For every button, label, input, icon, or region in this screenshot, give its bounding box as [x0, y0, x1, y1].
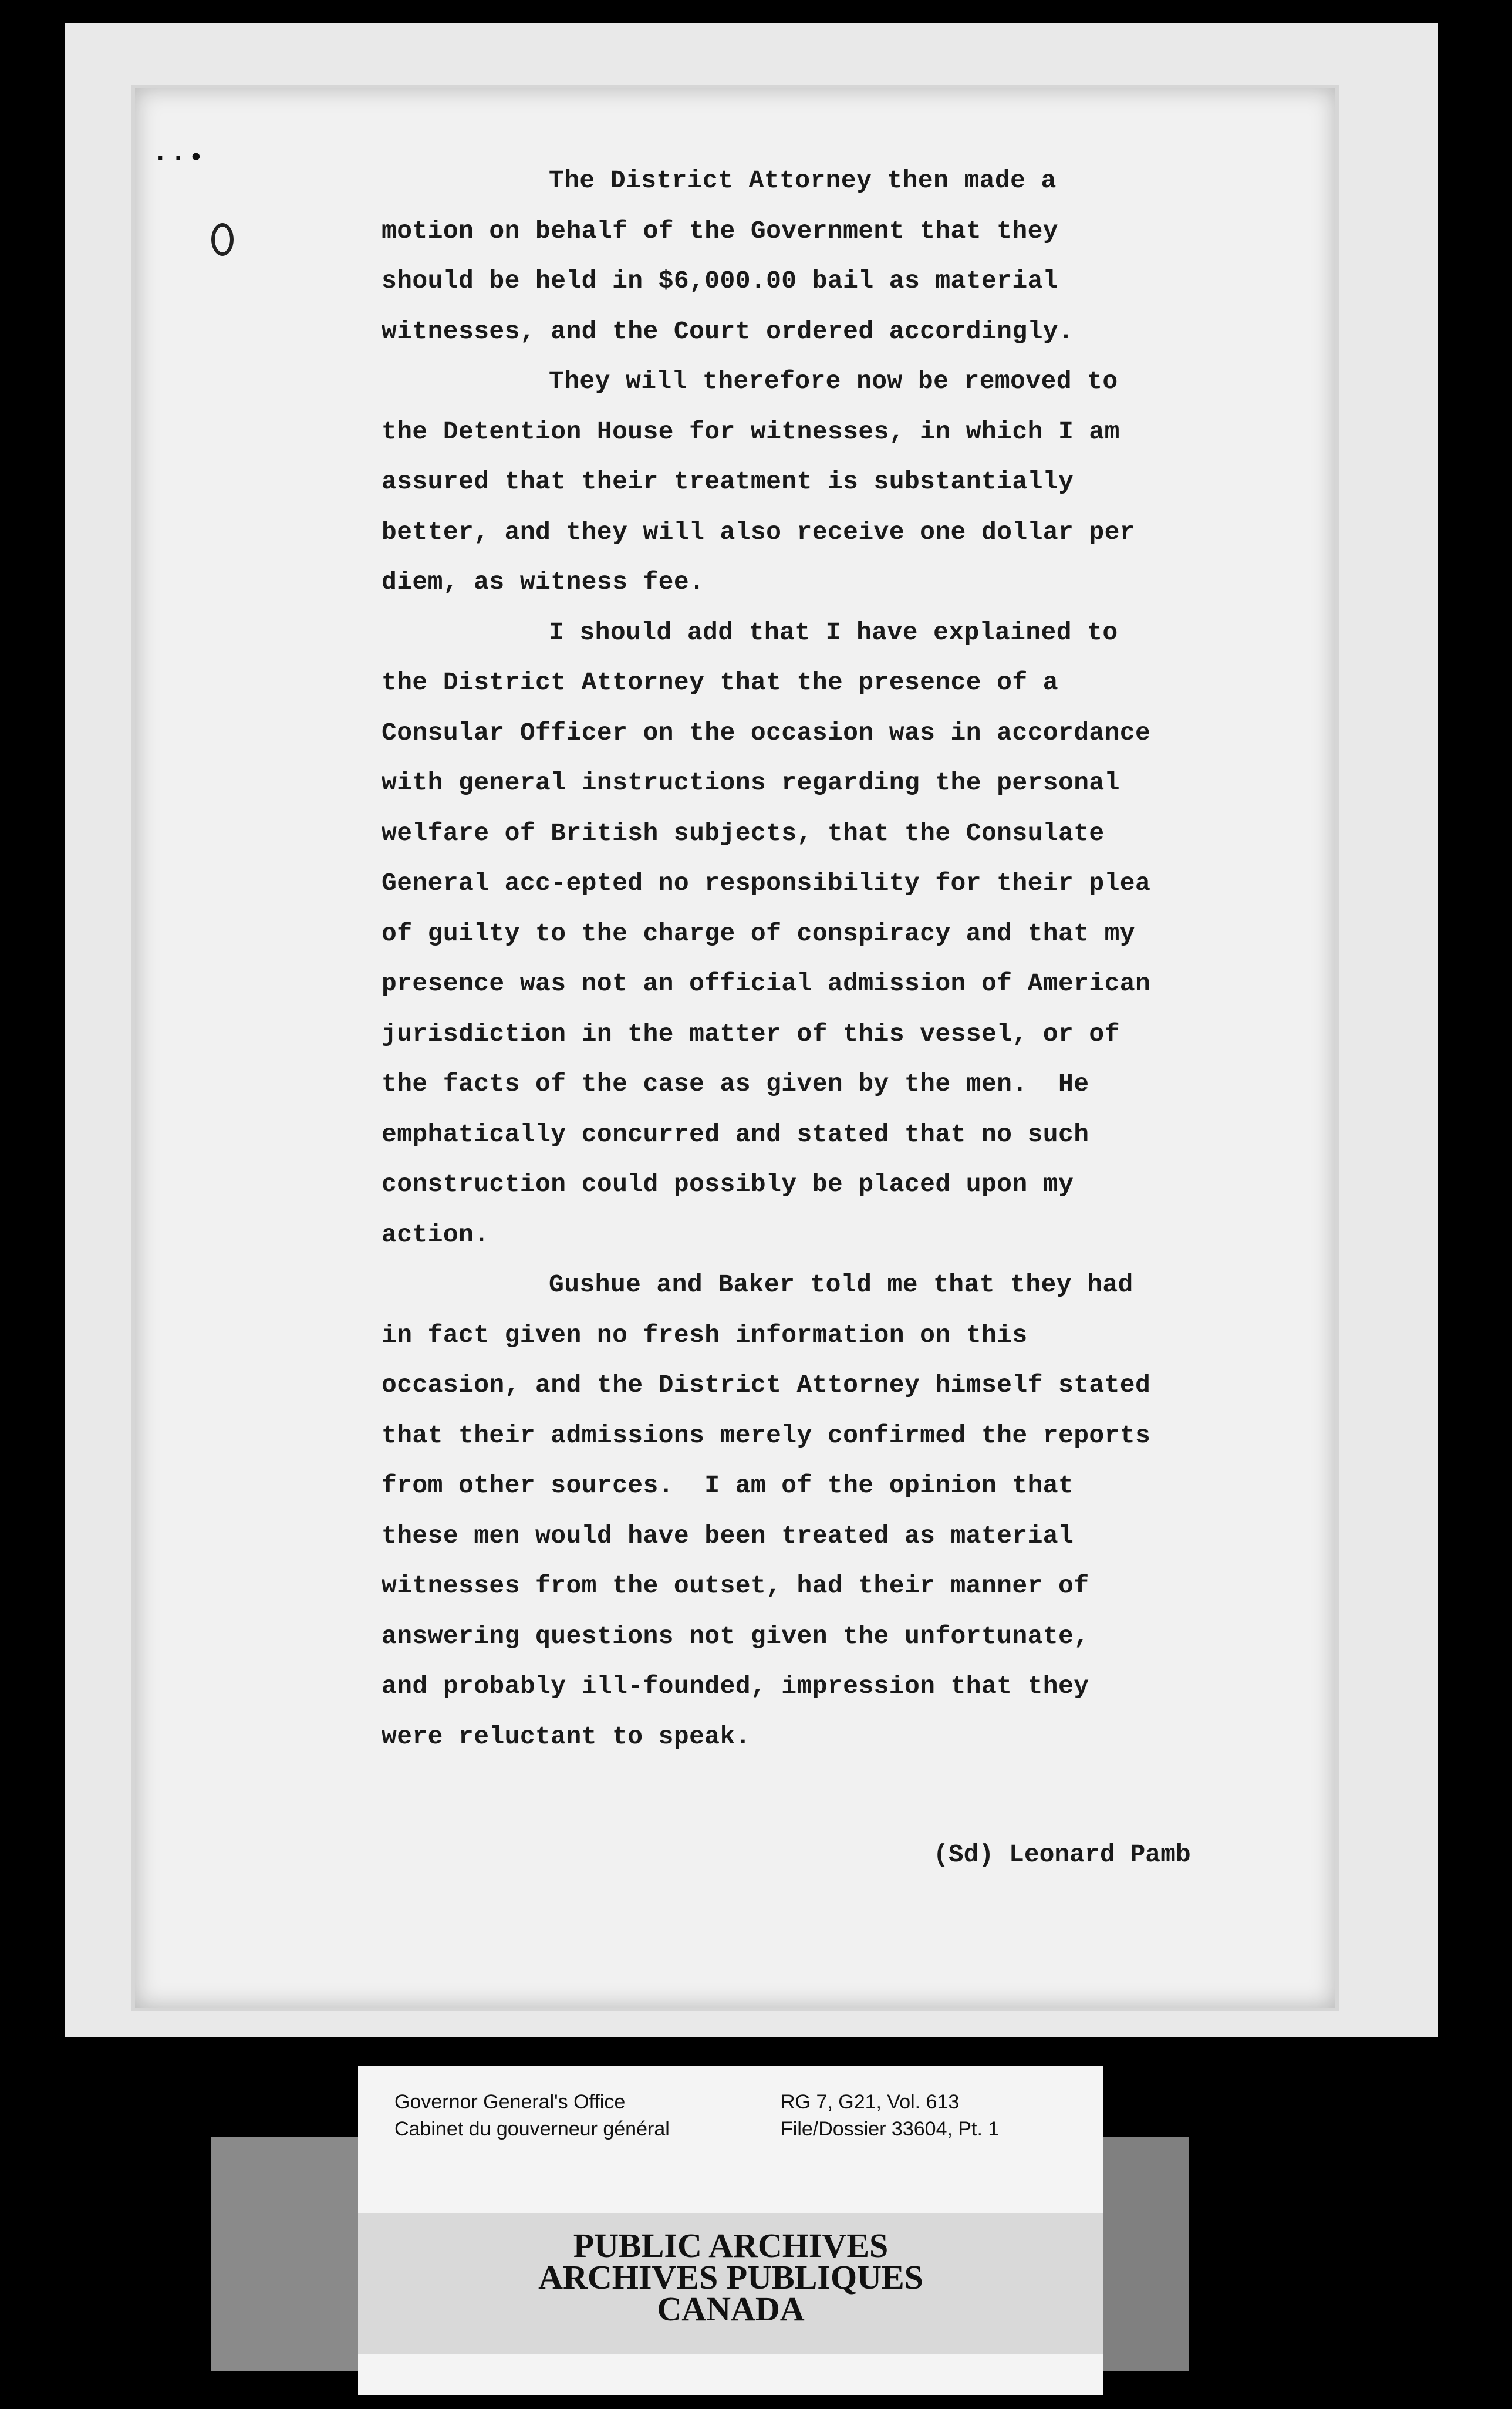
text-line: with general instructions regarding the personal — [382, 768, 1120, 797]
mounting-tape-right — [1101, 2137, 1189, 2371]
text-line: construction could possibly be placed upon my — [382, 1170, 1074, 1199]
text-line: presence was not an official admission of American — [382, 969, 1151, 998]
punch-hole — [211, 223, 234, 256]
signature-line: (Sd) Leonard Pamb — [933, 1840, 1191, 1869]
file-reference: File/Dossier 33604, Pt. 1 — [781, 2118, 1000, 2140]
paragraph-1 — [382, 156, 1344, 356]
text-line: that their admissions merely confirmed the reports — [382, 1421, 1151, 1450]
text-line: witnesses from the outset, had their manner of — [382, 1571, 1089, 1600]
text-line: I should add that I have explained to — [549, 618, 1118, 647]
record-group-reference: RG 7, G21, Vol. 613 — [781, 2091, 960, 2113]
text-line: welfare of British subjects, that the Consulate — [382, 818, 1105, 848]
paragraph-2 — [382, 356, 1344, 608]
text-line: the facts of the case as given by the men. He — [382, 1069, 1089, 1098]
archives-stamp-line-1: PUBLIC ARCHIVES — [573, 2226, 889, 2265]
text-line: emphatically concurred and stated that no such — [382, 1119, 1089, 1149]
text-line: assured that their treatment is substantially — [382, 467, 1074, 496]
text-line: Consular Officer on the occasion was in accordance — [382, 718, 1151, 747]
text-line: in fact given no fresh information on this — [382, 1320, 1028, 1349]
paragraph-4 — [382, 1260, 1344, 1762]
text-line: motion on behalf of the Government that they — [382, 216, 1058, 245]
page-marks: ··• — [153, 144, 207, 173]
mounting-tape-left — [211, 2137, 358, 2371]
text-line: occasion, and the District Attorney himself stated — [382, 1371, 1151, 1399]
text-line: the District Attorney that the presence of a — [382, 668, 1058, 697]
text-line: better, and they will also receive one dollar per — [382, 517, 1136, 546]
archives-stamp-line-3: CANADA — [657, 2290, 805, 2328]
text-line: Gushue and Baker told me that they had — [549, 1270, 1133, 1299]
text-line: General acc-epted no responsibility for their plea — [382, 869, 1151, 898]
archives-stamp-line-2: ARCHIVES PUBLIQUES — [538, 2258, 923, 2296]
text-line: these men would have been treated as material — [382, 1521, 1074, 1550]
office-name-en: Governor General's Office — [394, 2091, 626, 2113]
text-line: diem, as witness fee. — [382, 568, 705, 596]
text-line: witnesses, and the Court ordered accordingly. — [382, 316, 1074, 346]
text-line: The District Attorney then made a — [549, 166, 1057, 195]
office-name-fr: Cabinet du gouverneur général — [394, 2118, 670, 2140]
text-line: They will therefore now be removed to — [549, 367, 1118, 396]
text-line: action. — [382, 1220, 490, 1249]
text-line: of guilty to the charge of conspiracy and that my — [382, 919, 1136, 948]
text-line: from other sources. I am of the opinion that — [382, 1471, 1074, 1500]
text-line: should be held in $6,000.00 bail as material — [382, 266, 1058, 295]
archive-label — [358, 2066, 1103, 2395]
text-line: answering questions not given the unfortunate, — [382, 1621, 1089, 1651]
paragraph-3 — [382, 608, 1344, 1260]
archives-stamp-strip — [358, 2213, 1103, 2354]
text-line: and probably ill-founded, impression that they — [382, 1672, 1089, 1701]
text-line: were reluctant to speak. — [382, 1722, 751, 1751]
text-line: the Detention House for witnesses, in which I am — [382, 417, 1120, 446]
letter-body — [382, 156, 1344, 1762]
text-line: jurisdiction in the matter of this vessel, or of — [382, 1019, 1120, 1048]
